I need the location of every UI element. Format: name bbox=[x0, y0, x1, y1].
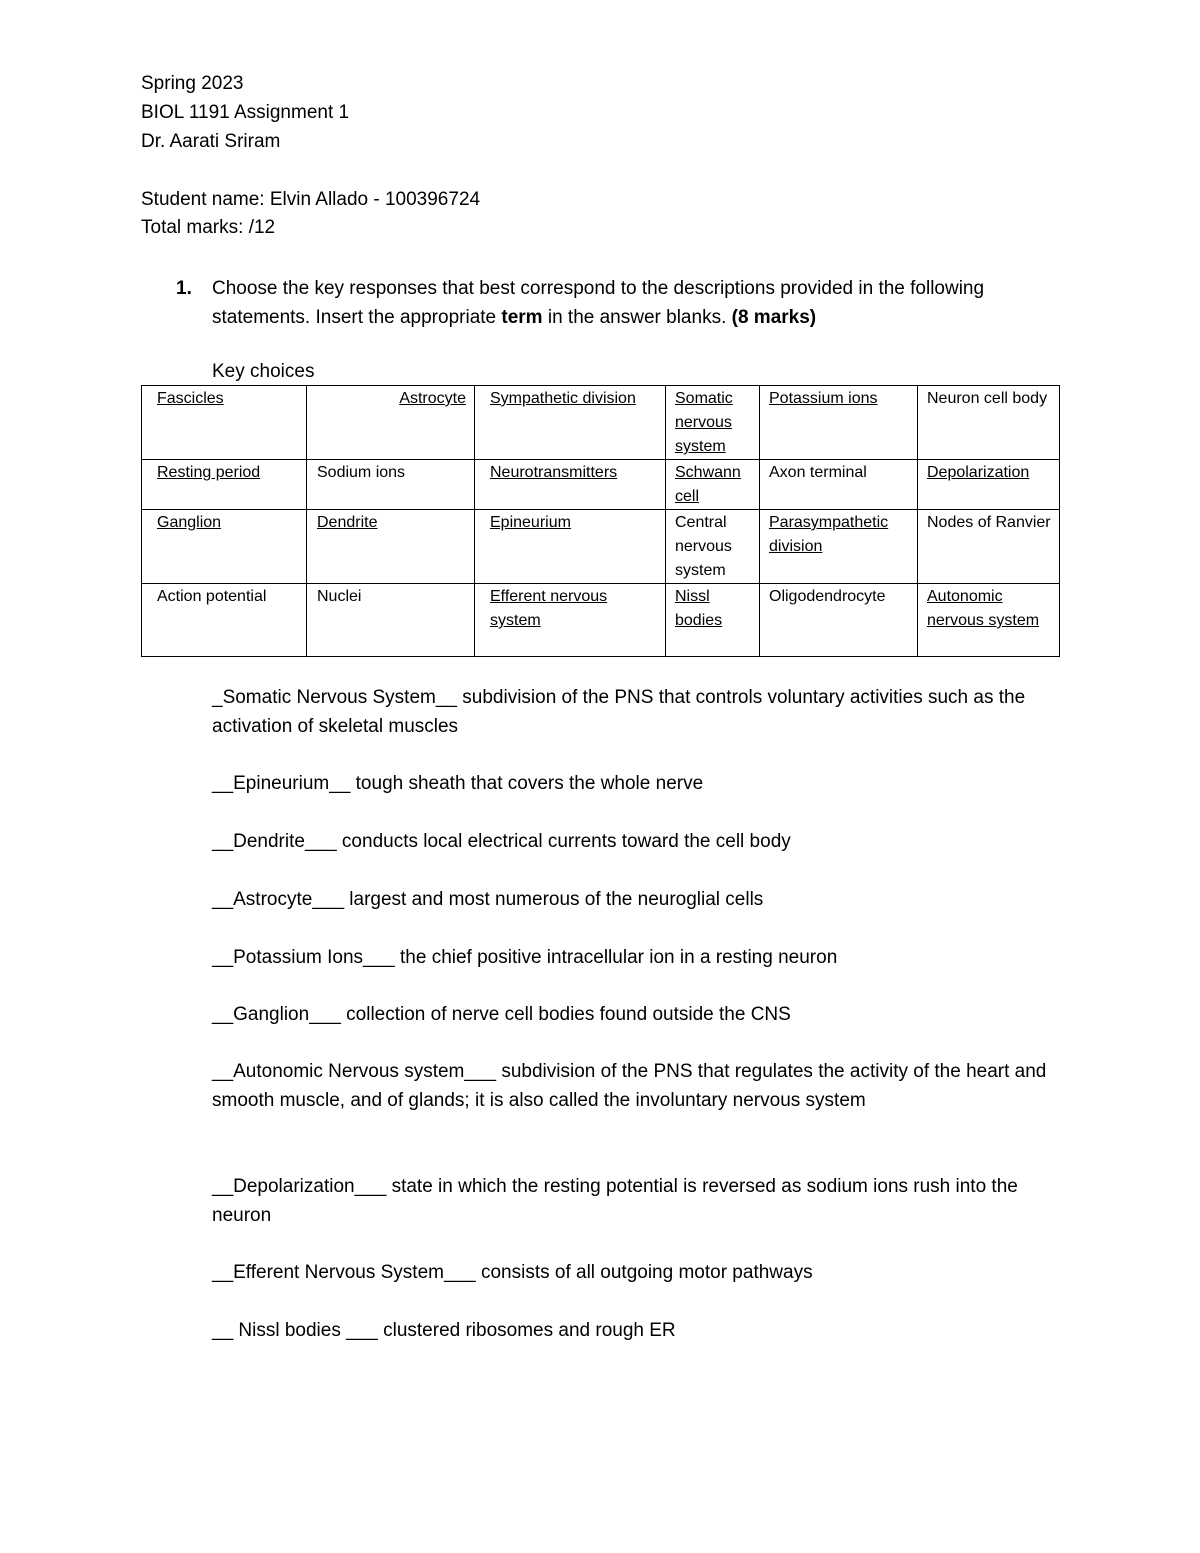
key-cell: Nissl bodies bbox=[666, 584, 760, 657]
term-line: Spring 2023 bbox=[141, 73, 244, 94]
question-term-emphasis: term bbox=[501, 307, 543, 328]
key-cell: Schwann cell bbox=[666, 460, 760, 510]
answer-line: _Somatic Nervous System__ subdivision of the PNS that controls voluntary activities such as the activation of skeletal muscles bbox=[212, 687, 1026, 737]
answer-line: __Dendrite___ conducts local electrical currents toward the cell body bbox=[212, 831, 791, 852]
question-text-part-a: Choose the key responses that best correspond to the descriptions provided in the following statements. Insert the appropriate bbox=[212, 278, 985, 328]
key-cell: Epineurium bbox=[475, 510, 666, 584]
key-cell: Sympathetic division bbox=[475, 386, 666, 460]
key-cell: Axon terminal bbox=[760, 460, 918, 510]
answer-line: __Astrocyte___ largest and most numerous of the neuroglial cells bbox=[212, 889, 764, 910]
key-row bbox=[142, 386, 1060, 460]
key-choices-label: Key choices bbox=[212, 361, 315, 382]
key-cell: Nuclei bbox=[307, 584, 475, 657]
instructor-line: Dr. Aarati Sriram bbox=[141, 131, 281, 152]
key-cell: Action potential bbox=[142, 584, 307, 657]
key-cell: Resting period bbox=[142, 460, 307, 510]
key-cell: Depolarization bbox=[918, 460, 1060, 510]
question-number: 1. bbox=[176, 278, 192, 299]
answer-line: __Epineurium__ tough sheath that covers the whole nerve bbox=[212, 773, 704, 794]
key-cell: Dendrite bbox=[307, 510, 475, 584]
key-cell: Sodium ions bbox=[307, 460, 475, 510]
key-cell: Parasympathetic division bbox=[760, 510, 918, 584]
answer-line: __ Nissl bodies ___ clustered ribosomes and rough ER bbox=[212, 1320, 676, 1341]
key-cell: Neuron cell body bbox=[918, 386, 1060, 460]
key-cell: Potassium ions bbox=[760, 386, 918, 460]
key-row bbox=[142, 460, 1060, 510]
key-cell: Somatic nervous system bbox=[666, 386, 760, 460]
question-text bbox=[212, 274, 1032, 332]
key-row bbox=[142, 510, 1060, 584]
total-marks-line: Total marks: /12 bbox=[141, 217, 276, 238]
key-choices-table bbox=[141, 385, 1060, 657]
key-cell: Fascicles bbox=[142, 386, 307, 460]
answer-line: __Depolarization___ state in which the resting potential is reversed as sodium ions rush into the neuron bbox=[212, 1176, 1018, 1226]
key-cell: Astrocyte bbox=[307, 386, 475, 460]
key-cell: Central nervous system bbox=[666, 510, 760, 584]
key-cell: Neurotransmitters bbox=[475, 460, 666, 510]
key-cell: Oligodendrocyte bbox=[760, 584, 918, 657]
question-marks: (8 marks) bbox=[731, 307, 817, 328]
key-cell: Ganglion bbox=[142, 510, 307, 584]
key-cell: Autonomic nervous system bbox=[918, 584, 1060, 657]
answer-line: __Potassium Ions___ the chief positive intracellular ion in a resting neuron bbox=[212, 947, 838, 968]
student-name-line: Student name: Elvin Allado - 100396724 bbox=[141, 189, 481, 210]
answer-line: __Autonomic Nervous system___ subdivision of the PNS that regulates the activity of the heart and smooth muscle, and of glands; it is also called the involuntary nervous system bbox=[212, 1061, 1047, 1111]
answer-line: __Ganglion___ collection of nerve cell bodies found outside the CNS bbox=[212, 1004, 791, 1025]
course-line: BIOL 1191 Assignment 1 bbox=[141, 102, 350, 123]
key-cell: Efferent nervous system bbox=[475, 584, 666, 657]
answer-line: __Efferent Nervous System___ consists of all outgoing motor pathways bbox=[212, 1262, 813, 1283]
question-text-part-b: in the answer blanks. bbox=[542, 307, 732, 328]
key-row bbox=[142, 584, 1060, 657]
key-cell: Nodes of Ranvier bbox=[918, 510, 1060, 584]
